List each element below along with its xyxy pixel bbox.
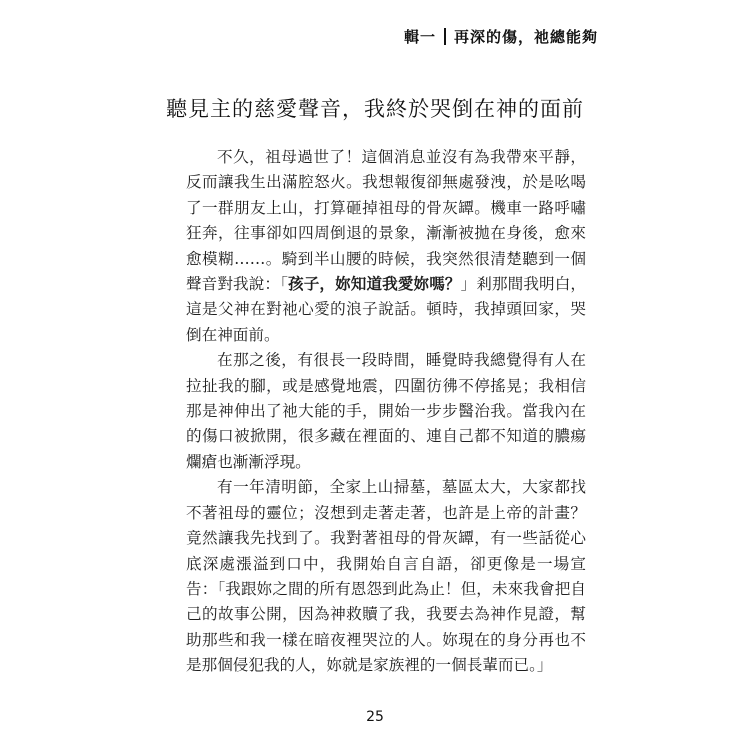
running-header xyxy=(404,26,598,47)
body-text xyxy=(186,145,586,679)
paragraph-2: 在那之後，有很長一段時間，睡覺時我總覺得有人在拉扯我的腳，或是感覺地震，四圍彷彿不停搖晃；我相信那是神伸出了祂大能的手，開始一步步醫治我。當我內在的傷口被掀開，很多藏在裡面的、連自己都不知道的膿瘍爛瘡也漸漸浮現。 xyxy=(186,351,586,471)
paragraph-3: 有一年清明節，全家上山掃墓，墓區太大，大家都找不著祖母的靈位；沒想到走著走著，也許是上帝的計畫？竟然讓我先找到了。我對著祖母的骨灰罈，有一些話從心底深處漲溢到口中，我開始自言自語，卻更像是一場宣告：「我跟妳之間的所有恩怨到此為止！但，未來我會把自己的故事公開，因為神救贖了我，我要去為神作見證，幫助那些和我一樣在暗夜裡哭泣的人。妳現在的身分再也不是那個侵犯我的人，妳就是家族裡的一個長輩而已。」 xyxy=(186,478,586,675)
header-divider xyxy=(444,28,446,45)
paragraph-1-part-1: 不久，祖母過世了！這個消息並沒有為我帶來平靜，反而讓我生出滿腔怒火。我想報復卻無處發洩，於是吆喝了一群朋友上山，打算砸掉祖母的骨灰罈。機車一路呼嘯狂奔，往事卻如四周倒退的景象，漸漸被拋在身後，愈來愈模糊……。騎到半山腰的時候，我突然很清楚聽到一個聲音對我說：「 xyxy=(186,148,586,294)
running-header-title: 再深的傷，祂總能夠 xyxy=(453,28,598,46)
paragraph-1-emphasis: 孩子，妳知道我愛妳嗎？ xyxy=(288,275,461,294)
page-number: 25 xyxy=(366,709,384,725)
paragraph-1-part-2: 」剎那間我明白，這是父神在對祂心愛的浪子說話。頓時，我掉頭回家，哭倒在神面前。 xyxy=(186,275,586,344)
chapter-title: 聽見主的慈愛聲音，我終於哭倒在神的面前 xyxy=(166,97,584,121)
paragraph-1 xyxy=(186,145,586,348)
running-header-section: 輯一 xyxy=(403,28,436,46)
